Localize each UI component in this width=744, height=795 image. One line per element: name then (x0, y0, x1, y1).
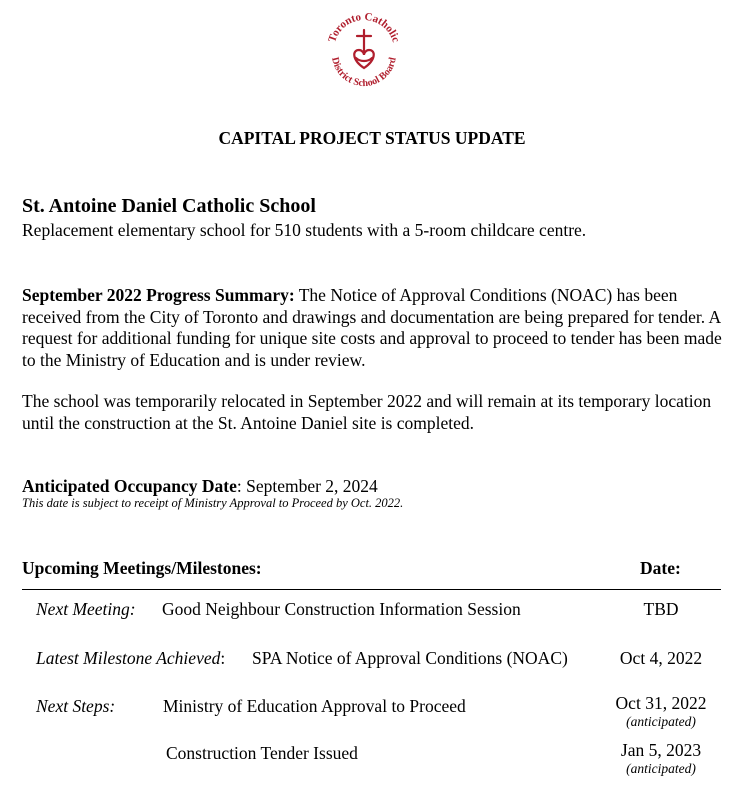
next-meeting-date: TBD (643, 599, 679, 619)
progress-summary (22, 285, 732, 371)
next-meeting-label: Next Meeting: (36, 599, 136, 619)
date-header: Date: (640, 558, 681, 578)
relocation-paragraph: The school was temporarily relocated in September 2022 and will remain at its temporary location until the construction at the St. Antoine Daniel site is completed. (22, 391, 712, 433)
occupancy-date (22, 476, 378, 498)
latest-milestone-label (36, 648, 225, 670)
school-name: St. Antoine Daniel Catholic School (22, 195, 316, 217)
latest-milestone-text: SPA Notice of Approval Conditions (NOAC) (252, 648, 568, 668)
next-step-item: Ministry of Education Approval to Proceed (163, 696, 466, 716)
next-step-anticipated: (anticipated) (626, 761, 696, 776)
next-steps-label: Next Steps: (36, 696, 116, 716)
next-step-date-block (591, 740, 731, 777)
next-step-date: Jan 5, 2023 (620, 740, 702, 760)
progress-summary-label: September 2022 Progress Summary: (22, 285, 295, 305)
tcdsb-seal-icon (316, 2, 412, 98)
occupancy-note: This date is subject to receipt of Ministry Approval to Proceed by Oct. 2022. (22, 496, 404, 510)
next-meeting-text: Good Neighbour Construction Information Session (162, 599, 521, 619)
latest-milestone-date: Oct 4, 2022 (619, 648, 703, 668)
tcdsb-logo (316, 2, 412, 98)
latest-milestone-colon: : (220, 648, 226, 668)
next-step-date-block (591, 693, 731, 730)
svg-text:Toronto Catholic: Toronto Catholic (326, 10, 402, 44)
progress-summary-text: The Notice of Approval Conditions (NOAC) has been received from the City of Toronto and drawings and documentation are being prepared for tender. A request for additional funding for unique site costs and approval to proceed to tender has been made to the Ministry of Education and is under review. (22, 285, 722, 370)
latest-milestone-label-text: Latest Milestone Achieved (36, 648, 221, 668)
next-step-item: Construction Tender Issued (166, 743, 358, 763)
next-step-date: Oct 31, 2022 (615, 693, 707, 713)
occupancy-value: : September 2, 2024 (236, 476, 378, 496)
page-title: CAPITAL PROJECT STATUS UPDATE (218, 128, 526, 148)
svg-text:District School Board: District School Board (329, 56, 399, 90)
school-description: Replacement elementary school for 510 students with a 5-room childcare centre. (22, 220, 587, 240)
milestones-header: Upcoming Meetings/Milestones: (22, 558, 262, 578)
next-step-anticipated: (anticipated) (626, 714, 696, 729)
header-divider (22, 589, 721, 590)
occupancy-label: Anticipated Occupancy Date (22, 476, 237, 496)
